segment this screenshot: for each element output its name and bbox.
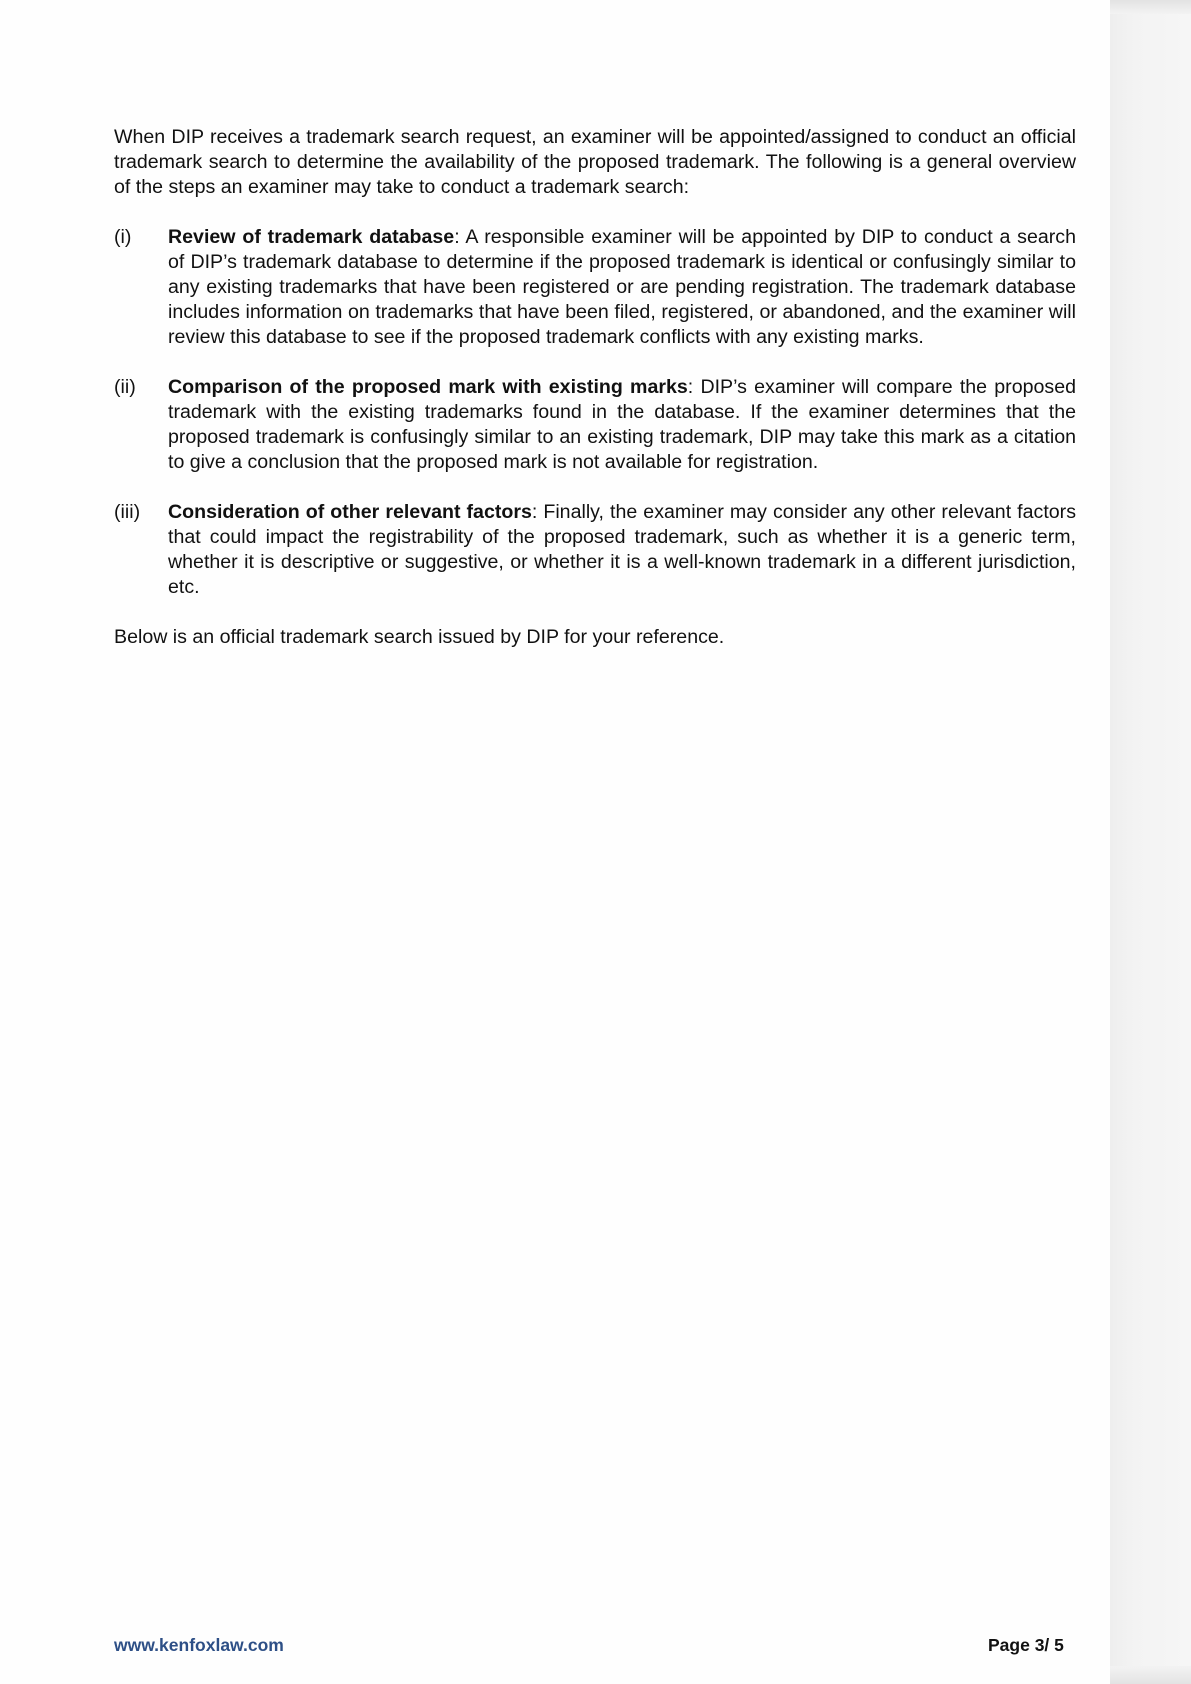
list-item (114, 225, 1076, 350)
list-item-title: Review of trademark database (168, 226, 455, 248)
intro-paragraph: When DIP receives a trademark search request, an examiner will be appointed/assigned to conduct an official trademark search to determine the availability of the proposed trademark. The following is a general overview of the steps an examiner may take to conduct a trademark search: (114, 126, 1076, 198)
list-item-text: : DIP’s examiner will compare the proposed trademark with the existing trademarks found in the database. If the examiner determines that the proposed trademark is confusingly similar to an existing trademark, DIP may take this mark as a citation to give a conclusion that the proposed mark is not available for registration. (168, 376, 1076, 473)
list-item-text: : A responsible examiner will be appointed by DIP to conduct a search of DIP’s trademark database to determine if the proposed trademark is identical or confusingly similar to any existing trademarks that have been registered or are pending registration. The trademark database includes information on trademarks that have been filed, registered, or abandoned, and the examiner will review this database to see if the proposed trademark conflicts with any existing marks. (168, 226, 1076, 348)
page-edge-top (1110, 0, 1191, 14)
list-item-body (168, 500, 1076, 600)
list-item-body (168, 225, 1076, 350)
list-item-number: (iii) (114, 501, 141, 523)
footer-website-link[interactable]: www.kenfoxlaw.com (114, 1635, 284, 1655)
list-item-number: (ii) (114, 376, 136, 398)
list-item-body (168, 375, 1076, 475)
list-item-text: : Finally, the examiner may consider any other relevant factors that could impact the registrability of the proposed trademark, such as whether it is a generic term, whether it is descriptive or suggestive, or whether it is a well-known trademark in a different jurisdiction, etc. (168, 501, 1076, 598)
closing-paragraph: Below is an official trademark search issued by DIP for your reference. (114, 626, 725, 648)
list-item-title: Comparison of the proposed mark with existing marks (168, 376, 688, 398)
list-item (114, 500, 1076, 600)
list-item (114, 375, 1076, 475)
page-content (114, 125, 1076, 650)
page-edge-bottom (1110, 1666, 1191, 1684)
list-item-number: (i) (114, 226, 132, 248)
page-number: Page 3/ 5 (988, 1635, 1064, 1655)
list-item-title: Consideration of other relevant factors (168, 501, 532, 523)
page-edge-margin (1110, 0, 1191, 1684)
